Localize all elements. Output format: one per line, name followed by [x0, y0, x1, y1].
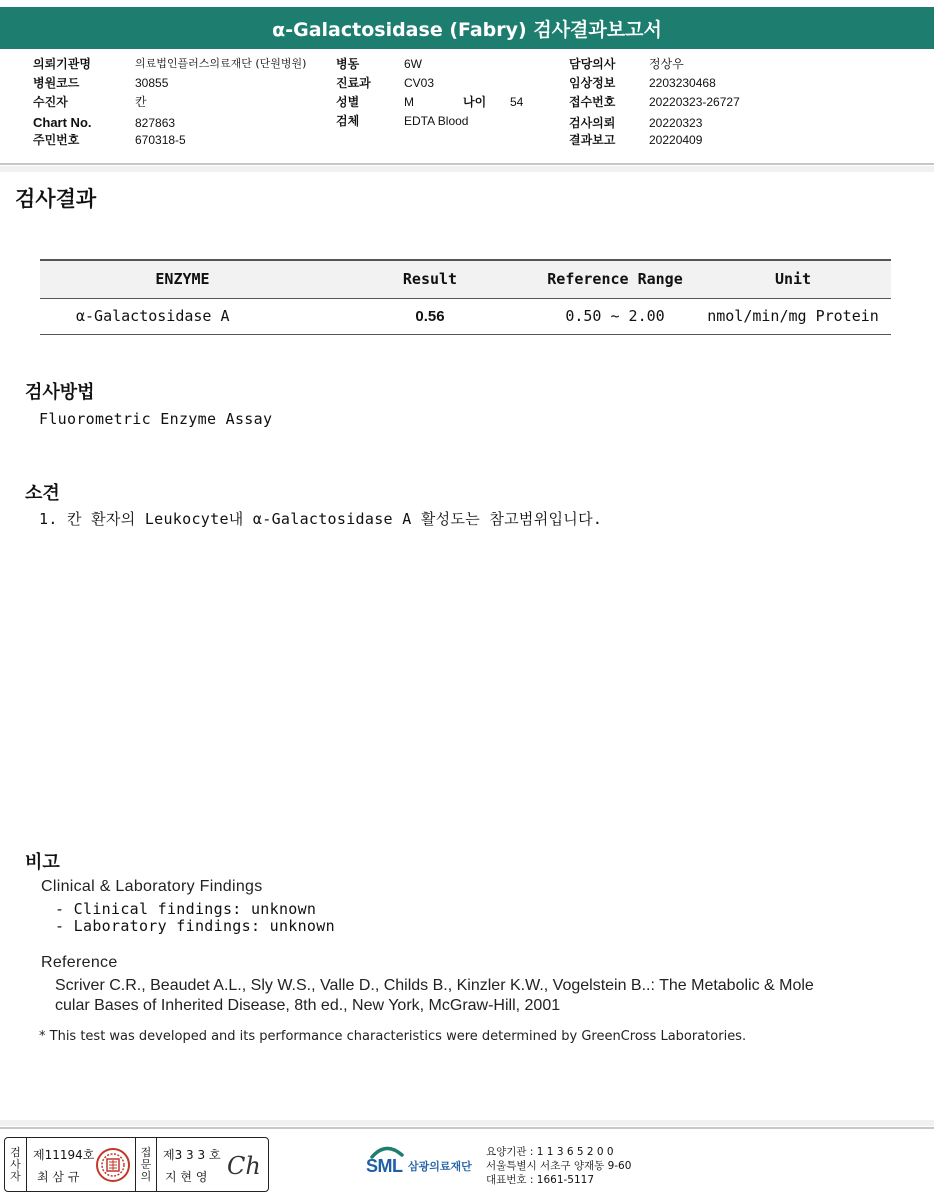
- handwritten-signature: Ch: [227, 1152, 261, 1180]
- info-label-patient: 수진자: [33, 95, 68, 109]
- cell-result: 0.56: [415, 307, 445, 325]
- table-row: [40, 298, 891, 334]
- findings-heading: 소견: [25, 483, 60, 504]
- org-address: 서울특별시 서초구 양재동 9-60: [486, 1160, 632, 1172]
- info-value-sex: M: [404, 95, 414, 109]
- inspector-label-char: 검: [10, 1145, 21, 1159]
- info-value-age: 54: [510, 95, 524, 109]
- info-value-department: CV03: [404, 76, 435, 90]
- cell-reference-range: 0.50 ~ 2.00: [565, 307, 665, 325]
- approver-label-char: 접: [140, 1145, 152, 1159]
- info-value-institution: 의료법인플러스의료재단 (단원병원): [135, 57, 307, 70]
- info-label-institution: 의뢰기관명: [33, 57, 91, 71]
- info-value-chart-no: 827863: [135, 116, 176, 130]
- approver-vertical-label: [135, 1138, 157, 1191]
- org-name: 삼광의료재단: [408, 1160, 472, 1173]
- info-label-sex: 성별: [336, 95, 360, 109]
- info-value-hospital-code: 30855: [135, 76, 169, 90]
- info-value-request-date: 20220323: [649, 116, 703, 130]
- approver-label-char: 의: [140, 1169, 152, 1183]
- col-header-unit: Unit: [774, 270, 812, 289]
- results-table-header-row: [40, 260, 891, 298]
- inspector-name: 최 삼 규: [37, 1170, 80, 1184]
- report-title: α-Galactosidase (Fabry) 검사결과보고서: [0, 7, 934, 49]
- method-heading: 검사방법: [25, 382, 95, 403]
- header-divider: [0, 163, 934, 165]
- clinical-findings-title: Clinical & Laboratory Findings: [41, 878, 263, 895]
- approver-name: 지 현 영: [165, 1170, 208, 1184]
- info-value-specimen: EDTA Blood: [404, 114, 469, 128]
- reference-citation: [55, 976, 921, 1016]
- info-value-clinical-info: 2203230468: [649, 76, 716, 90]
- results-table: [40, 259, 891, 335]
- reference-title: Reference: [41, 954, 118, 971]
- seal-stamp-icon: [94, 1146, 132, 1184]
- signature-box: [4, 1137, 269, 1192]
- remarks-heading: 비고: [25, 852, 60, 873]
- header-divider-shade: [0, 166, 934, 172]
- inspector-vertical-label: [5, 1138, 27, 1191]
- info-label-ward: 병동: [336, 57, 360, 71]
- approver-label-char: 문: [140, 1157, 152, 1171]
- col-header-enzyme: ENZYME: [155, 270, 210, 289]
- info-label-request-date: 검사의뢰: [569, 116, 616, 130]
- info-label-hospital-code: 병원코드: [33, 76, 80, 90]
- cell-enzyme: α-Galactosidase A: [76, 307, 230, 325]
- info-value-ward: 6W: [404, 57, 422, 71]
- info-value-resident-no: 670318-5: [135, 133, 186, 147]
- org-institution-code: 요양기관 : 1 1 3 6 5 2 0 0: [486, 1146, 614, 1158]
- info-value-patient: 칸: [135, 95, 147, 109]
- info-value-report-date: 20220409: [649, 133, 703, 147]
- method-text: Fluorometric Enzyme Assay: [39, 410, 273, 428]
- inspector-label-char: 자: [10, 1169, 21, 1183]
- info-label-receipt-no: 접수번호: [569, 95, 616, 109]
- inspector-license: 제11194호: [33, 1148, 95, 1162]
- info-label-chart-no: Chart No.: [33, 115, 92, 130]
- org-phone: 대표번호 : 1661-5117: [486, 1174, 595, 1186]
- approver-license: 제3 3 3 호: [163, 1148, 221, 1162]
- col-header-reference-range: Reference Range: [547, 270, 683, 289]
- reference-line-2: cular Bases of Inherited Disease, 8th ed., New York, McGraw-Hill, 2001: [55, 997, 561, 1014]
- info-label-report-date: 결과보고: [569, 133, 616, 147]
- footer-divider-shade: [0, 1120, 934, 1126]
- laboratory-findings-item: - Laboratory findings: unknown: [55, 917, 335, 935]
- inspector-label-char: 사: [10, 1157, 21, 1171]
- cell-unit: nmol/min/mg Protein: [707, 307, 879, 325]
- sml-logo-text: SML: [366, 1156, 403, 1176]
- info-label-age: 나이: [463, 95, 487, 109]
- info-label-clinical-info: 임상정보: [569, 76, 616, 90]
- results-heading: 검사결과: [15, 187, 97, 211]
- info-value-physician: 정상우: [649, 57, 684, 71]
- info-value-receipt-no: 20220323-26727: [649, 95, 740, 109]
- info-label-specimen: 검체: [336, 114, 360, 128]
- developer-note: * This test was developed and its performance characteristics were determined by GreenCross Laboratories.: [39, 1029, 747, 1044]
- info-label-department: 진료과: [336, 76, 371, 90]
- findings-text: 1. 칸 환자의 Leukocyte내 α-Galactosidase A 활성도는 참고범위입니다.: [39, 510, 603, 528]
- info-label-physician: 담당의사: [569, 57, 616, 71]
- footer-divider: [0, 1127, 934, 1129]
- clinical-findings-item: - Clinical findings: unknown: [55, 900, 317, 918]
- reference-line-1: Scriver C.R., Beaudet A.L., Sly W.S., Valle D., Childs B., Kinzler K.W., Vogelstein B..: The Metabolic & Mole: [55, 977, 814, 994]
- info-label-resident-no: 주민번호: [33, 133, 80, 147]
- col-header-result: Result: [402, 270, 458, 289]
